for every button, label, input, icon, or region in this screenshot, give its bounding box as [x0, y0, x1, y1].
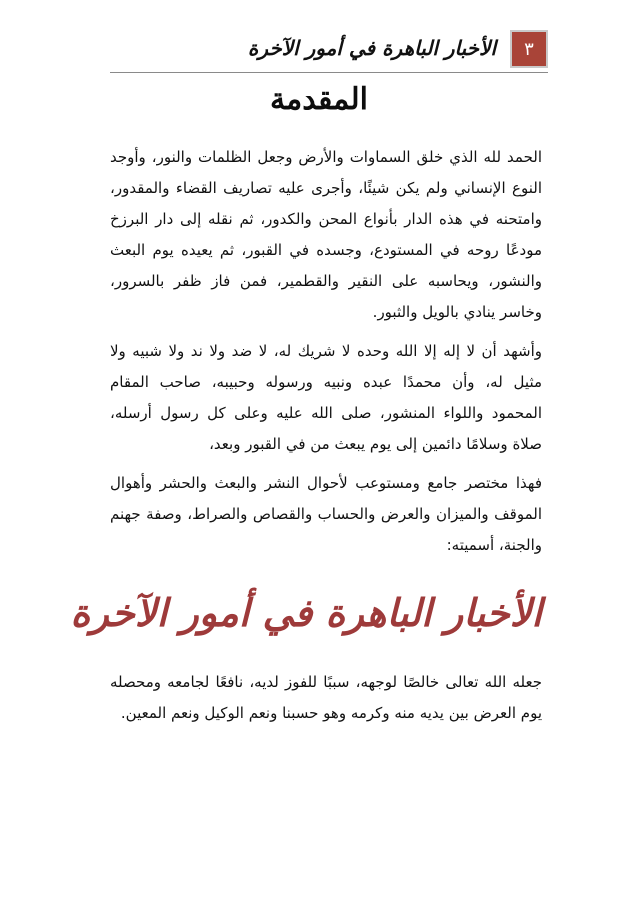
closing-paragraph: جعله الله تعالى خالصًا لوجهه، سببًا للفوز لديه، نافعًا لجامعه ومحصله يوم العرض بين يديه منه وكرمه وهو حسبنا ونعم الوكيل ونعم المعين.: [110, 673, 542, 722]
section-title: المقدمة: [270, 82, 368, 117]
book-title: الأخبار الباهرة في أمور الآخرة: [70, 590, 542, 635]
running-header: [110, 30, 548, 70]
summary-paragraph: فهذا مختصر جامع ومستوعب لأحوال النشر والبعث والحشر وأهوال الموقف والميزان والعرض والحساب والقصاص والصراط، وصفة جهنم والجنة، أسميته:: [110, 474, 542, 554]
body-text: [70, 142, 542, 737]
testimony-paragraph: وأشهد أن لا إله إلا الله وحده لا شريك له، لا ضد ولا ند ولا شبيه ولا مثيل له، وأن محمدًا عبده ونبيه ورسوله وحبيبه، صاحب المقام المحمود واللواء المنشور، صلى الله عليه وعلى كل رسول أرسله، صلاة وسلامًا دائمين إلى يوم يبعث من في القبور وبعد،: [110, 342, 542, 453]
page-number-badge: ٣: [510, 30, 548, 68]
running-title: الأخبار الباهرة في أمور الآخرة: [247, 36, 496, 60]
intro-paragraph: الحمد لله الذي خلق السماوات والأرض وجعل الظلمات والنور، وأوجد النوع الإنساني ولم يكن شيئًا، وأجرى عليه تصاريف القضاء والمقدور، وامتحنه في هذه الدار بأنواع المحن والكدور، ثم نقله إلى دار البرزخ مودعًا روحه في المستودع، وجسده في القبور، ثم يعيده يوم البعث والنشور، ويحاسبه على النقير والقطمير، فمن فاز ظفر بالسرور، وخاسر ينادي بالويل والثبور.: [110, 148, 542, 321]
header-divider: [110, 72, 548, 73]
